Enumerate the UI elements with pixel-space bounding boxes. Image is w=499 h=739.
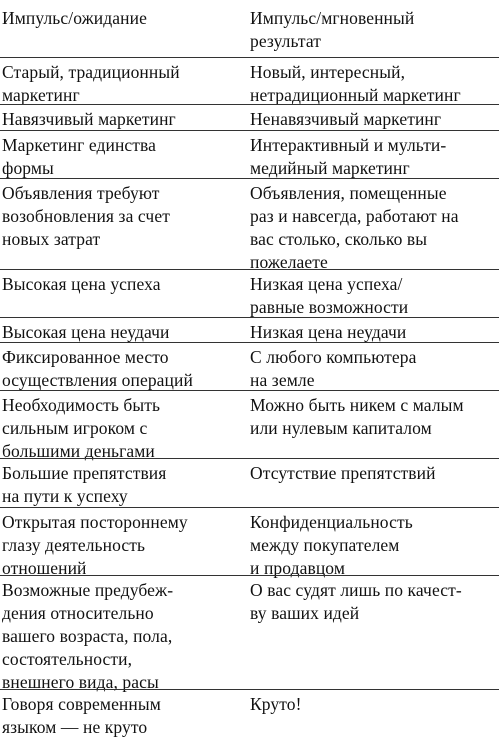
row-divider bbox=[0, 458, 499, 459]
old-approach-cell: Говоря современным языком — не круто bbox=[2, 694, 161, 737]
old-approach-cell: Большие препятствия на пути к успеху bbox=[2, 463, 167, 506]
row-divider bbox=[0, 507, 499, 508]
row-divider bbox=[0, 575, 499, 576]
row-divider bbox=[0, 269, 499, 270]
row-divider bbox=[0, 104, 499, 105]
new-approach-cell: Отсутствие препятствий bbox=[250, 463, 436, 483]
old-approach-cell: Открытая постороннему глазу деятельность отношений bbox=[2, 512, 188, 578]
old-approach-cell: Необходимость быть сильным игроком с большими деньгами bbox=[2, 395, 161, 461]
new-approach-cell: Ненавязчивый маркетинг bbox=[250, 109, 442, 129]
row-divider bbox=[0, 342, 499, 343]
old-approach-cell: Высокая цена неудачи bbox=[2, 322, 170, 342]
old-approach-cell: Возможные предубеж- дения относительно вашего возраста, пола, состоятельности, внешнего вида, расы bbox=[2, 580, 174, 692]
new-approach-cell: Низкая цена неудачи bbox=[250, 322, 407, 342]
new-approach-cell: Новый, интересный, нетрадиционный маркетинг bbox=[250, 62, 461, 105]
old-approach-cell: Старый, традиционный маркетинг bbox=[2, 62, 180, 105]
old-approach-cell: Фиксированное место осуществления операций bbox=[2, 347, 193, 390]
old-approach-cell: Импульс/ожидание bbox=[2, 8, 147, 28]
old-approach-cell: Высокая цена успеха bbox=[2, 274, 161, 294]
new-approach-cell: Импульс/мгновенный результат bbox=[250, 8, 415, 51]
old-approach-cell: Объявления требуют возобновления за счет новых затрат bbox=[2, 183, 170, 249]
row-divider bbox=[0, 317, 499, 318]
new-approach-cell: Конфиденциальность между покупателем и продавцом bbox=[250, 512, 413, 578]
new-approach-cell: Круто! bbox=[250, 694, 302, 714]
new-approach-cell: О вас судят лишь по качест- ву ваших идей bbox=[250, 580, 462, 623]
old-approach-cell: Навязчивый маркетинг bbox=[2, 109, 176, 129]
new-approach-cell: С любого компьютера на земле bbox=[250, 347, 417, 390]
new-approach-cell: Объявления, помещенные раз и навсегда, работают на вас столько, сколько вы пожелаете bbox=[250, 183, 459, 272]
new-approach-cell: Интерактивный и мульти- медийный маркетинг bbox=[250, 135, 447, 178]
old-approach-cell: Маркетинг единства формы bbox=[2, 135, 157, 178]
new-approach-cell: Можно быть никем с малым или нулевым капиталом bbox=[250, 395, 464, 438]
row-divider bbox=[0, 130, 499, 131]
new-approach-cell: Низкая цена успеха/ равные возможности bbox=[250, 274, 409, 317]
row-divider bbox=[0, 390, 499, 391]
row-divider bbox=[0, 57, 499, 58]
row-divider bbox=[0, 178, 499, 179]
row-divider bbox=[0, 689, 499, 690]
